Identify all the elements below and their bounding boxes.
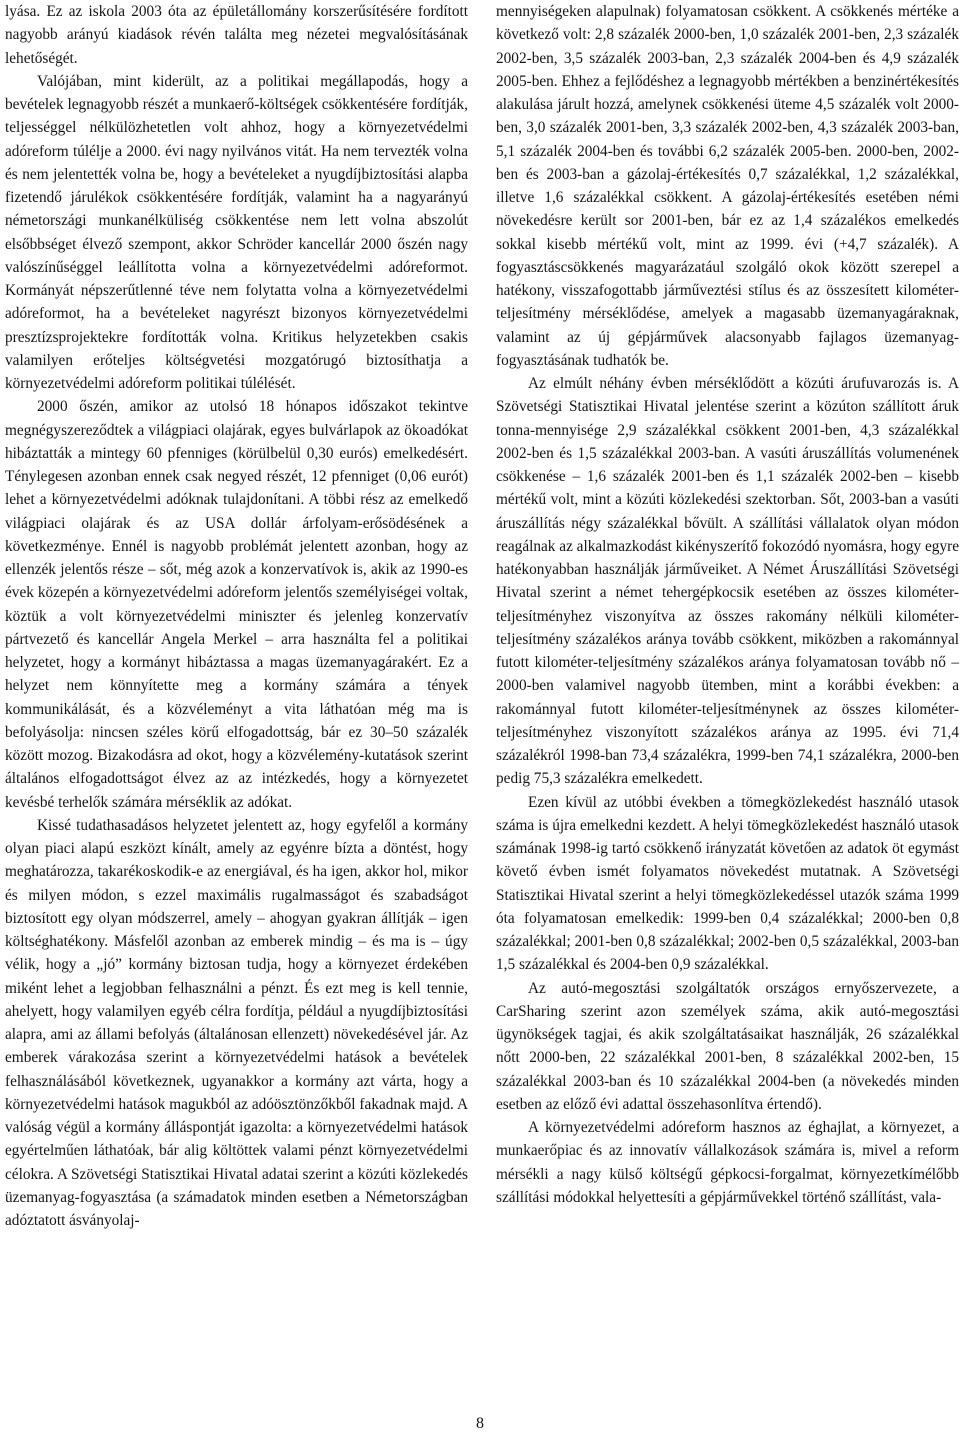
paragraph: A környezetvédelmi adóreform hasznos az éghajlat, a környezet, a munkaerőpiac és az innovatív vállalkozások számára is, mivel a reform mérsékli a nagy külső költségű gépkocsi-forgalmat, környezetkímélőbb szállítási módokkal helyettesíti a gépjárművekkel történő szállítást, vala- <box>496 1119 959 1206</box>
paragraph: Kissé tudathasadásos helyzetet jelentett az, hogy egyfelől a kormány olyan piaci alapú eszközt kínált, amely az egyénre bízta a döntést, hogy meghatározza, takarékoskodik-e az energiával, és ha igen, akkor hol, mikor és milyen módon, s ezzel maximális rugalmasságot és szabadságot biztosított egy olyan módszerrel, amely – ahogyan gyakran állítják – igen költséghatékony. Másfelől azonban az emberek mindig – és ma is – úgy vélik, hogy a „jó” kormány biztosan tudja, hogy a környezet érdekében miként lehet a legjobban felhasználni a pénzt. És ezt meg is kell tennie, ahelyett, hogy valamilyen egyéb célra fordítja, például a nyugdíjbiztosítási alapra, ami az állami befolyás (általánosan ellenzett) növekedésével jár. Az emberek várakozása szerint a környezetvédelmi hatások a bevételek felhasználásából következnek, ugyanakkor a kormány azt várta, hogy a környezetvédelmi hatások magukból az adóösztönzőkből fakadnak majd. A valóság végül a kormány álláspontját igazolta: a környezetvédelmi hatások egyértelműen láthatóak, bár alig költöttek valami pénzt környezetvédelmi célokra. A Szövetségi Statisztikai Hivatal adatai szerint a közúti közlekedés üzemanyag-fogyasztása (a számadatok minden esetben a Németországban adóztatott ásványolaj- <box>5 816 468 1229</box>
paragraph: Valójában, mint kiderült, az a politikai megállapodás, hogy a bevételek legnagyobb részét a munkaerő-költségek csökkentésére fordítják, teljességgel nélkülözhetetlen volt ahhoz, hogy a környezetvédelmi adóreform túlélje a 2000. évi nagy nyilvános vitát. Ha nem tervezték volna és nem jelentették volna be, hogy a bevételeket a nyugdíjbiztosítási alapba fizetendő járulékok csökkentésére fordítják, valamint ha a nagyarányú németországi munkanélküliség csökkentése nem lett volna abszolút elsőbbséget élvező szempont, akkor Schröder kancellár 2000 őszén nagy valószínűséggel leállította volna a környezetvédelmi adóreformot. Kormányát népszerűtlenné téve nem folytatta volna a környezetvédelmi adóreformot, ha a bevételeket nagyrészt bizonyos környezetvédelmi presztízsprojektekre fordították volna. Kritikus helyzetekben csakis valamilyen erőteljes költségvetési mozgatórugó biztosíthatja a környezetvédelmi adóreform politikai túlélését. <box>5 72 468 392</box>
paragraph: Az autó-megosztási szolgáltatók országos ernyőszervezete, a CarSharing szerint azon személyek száma, akik autó-megosztási ügynökségek tagjai, és akik szolgáltatásaikat használják, 26 százalékkal nőtt 2000-ben, 22 százalékkal 2001-ben, 8 százalékkal 2002-ben, 15 százalékkal 2003-ban és 10 százalékkal 2004-ben (a növekedés minden esetben az előző évi adattal összehasonlítva értendő). <box>496 979 959 1113</box>
page-number: 8 <box>476 1415 484 1432</box>
paragraph: Ezen kívül az utóbbi években a tömegközlekedést használó utasok száma is újra emelkedni kezdett. A helyi tömegközlekedést használó utasok számának 1998-ig tartó csökkenő irányzatát követően az adatok öt egymást követő évben ismét folyamatos növekedést mutatnak. A Szövetségi Statisztikai Hivatal szerint a helyi tömegközlekedéssel utazók száma 1999 óta folyamatosan emelkedik: 1999-ben 0,4 százalékkal; 2000-ben 0,8 százalékkal; 2001-ben 0,8 százalékkal; 2002-ben 0,5 százalékkal, 2003-ban 1,5 százalékkal és 2004-ben 0,9 százalékkal. <box>496 793 959 974</box>
paragraph: Az elmúlt néhány évben mérséklődött a közúti árufuvarozás is. A Szövetségi Statisztikai Hivatal jelentése szerint a közúton szállított áruk tonna-mennyisége 2,9 százalékkal csökkent 2001-ben, 4,3 százalékkal 2002-ben és 1,5 százalékkal 2003-ban. A vasúti áruszállítás volumenének csökkenése – 1,6 százalék 2001-ben és 1,1 százalék 2002-ben – kisebb mértékű volt, mint a közúti közlekedési szektorban. Sőt, 2003-ban a vasúti áruszállítás négy százalékkal bővült. A szállítási vállalatok olyan módon reagálnak az alkalmazkodást kikényszerítő fokozódó nyomásra, hogy egyre hatékonyabban használják járműveiket. A Német Áruszállítási Szövetségi Hivatal szerint a német tehergépkocsik esetében az összes kilométer-teljesítményhez viszonyítva az összes rakomány nélküli kilométer-teljesítmény százalékos aránya tovább csökkent, miközben a rakománnyal futott kilométer-teljesítmény százalékos aránya folyamatosan tovább nő – 2000-ben valamivel nagyobb ütemben, mint a korábbi években: a rakománnyal futott kilométer-teljesítménynek az összes kilométer-teljesítményhez viszonyított százalékos aránya az 1995. évi 71,4 százalékról 1998-ban 73,4 százalékra, 1999-ben 74,1 százalékra, 2000-ben pedig 75,3 százalékra emelkedett. <box>496 375 959 788</box>
left-text-column <box>5 0 468 1232</box>
paragraph: lyása. Ez az iskola 2003 óta az épületállomány korszerűsítésére fordított nagyobb arányú kiadások révén találta meg nézetei megvalósításának lehetőségét. <box>5 3 468 67</box>
right-text-column <box>496 0 959 1209</box>
paragraph: 2000 őszén, amikor az utolsó 18 hónapos időszakot tekintve megnégyszereződtek a világpiaci olajárak, egyes bulvárlapok az ökoadókat hibáztatták a mintegy 60 pfenniges (körülbelül 0,30 eurós) emelkedésért. Ténylegesen azonban ennek csak negyed részét, 12 pfenniget (0,06 eurót) lehet a környezetvédelmi adóknak tulajdonítani. A többi rész az emelkedő világpiaci olajárak és az USA dollár árfolyam-erősödésének a következménye. Ennél is nagyobb problémát jelentett azonban, hogy az ellenzék jelentős része – sőt, még azok a konzervatívok is, akik az 1990-es évek közepén a környezetvédelmi adóreform jelentős személyiségei voltak, köztük a volt környezetvédelmi miniszter és jelenleg konzervatív pártvezető és kancellár Angela Merkel – arra használta fel a politikai helyzetet, hogy a kormányt hibáztassa a magas üzemanyagárakért. Ez a helyzet nem könnyítette meg a kormány számára a tények kommunikálását, és a közvéleményt a vita láthatóan még ma is befolyásolja: nincsen széles körű elfogadottság, bár ez 30–50 százalék között mozog. Bizakodásra ad okot, hogy a közvélemény-kutatások szerint általános elfogadottságot élvez az az intézkedés, hogy a környezetet kevésbé terhelők számára mérséklik az adókat. <box>5 398 468 811</box>
paragraph: mennyiségeken alapulnak) folyamatosan csökkent. A csökkenés mértéke a következő volt: 2,8 százalék 2000-ben, 1,0 százalék 2001-ben, 2,3 százalék 2002-ben, 3,5 százalék 2003-ban, 2,3 százalék 2004-ben és 4,9 százalék 2005-ben. Ehhez a fejlődéshez a legnagyobb mértékben a benzinértékesítés alakulása járult hozzá, amelynek csökkenési üteme 4,5 százalék volt 2000-ben, 3,0 százalék 2001-ben, 3,3 százalék 2002-ben, 4,3 százalék 2003-ban, 5,1 százalék 2004-ben és további 6,2 százalék 2005-ben. 2000-ben, 2002-ben és 2003-ban a gázolaj-értékesítés 0,7 százalékkal, 1,2 százalékkal, illetve 1,6 százalékkal csökkent. A gázolaj-értékesítés esetében némi növekedésre került sor 2001-ben, bár ez az 1,4 százalékos emelkedés sokkal kisebb mértékű volt, mint az 1999. évi (+4,7 százalék). A fogyasztáscsökkenés magyarázatául szolgáló okok között szerepel a hatékony, visszafogottabb járműveztési stílus és az összesített kilométer-teljesítmény mérséklődése, amelyek a magasabb üzemanyagáraknak, valamint az új gépjárművek alacsonyabb fajlagos üzemanyag-fogyasztásának tudhatók be. <box>496 3 959 369</box>
